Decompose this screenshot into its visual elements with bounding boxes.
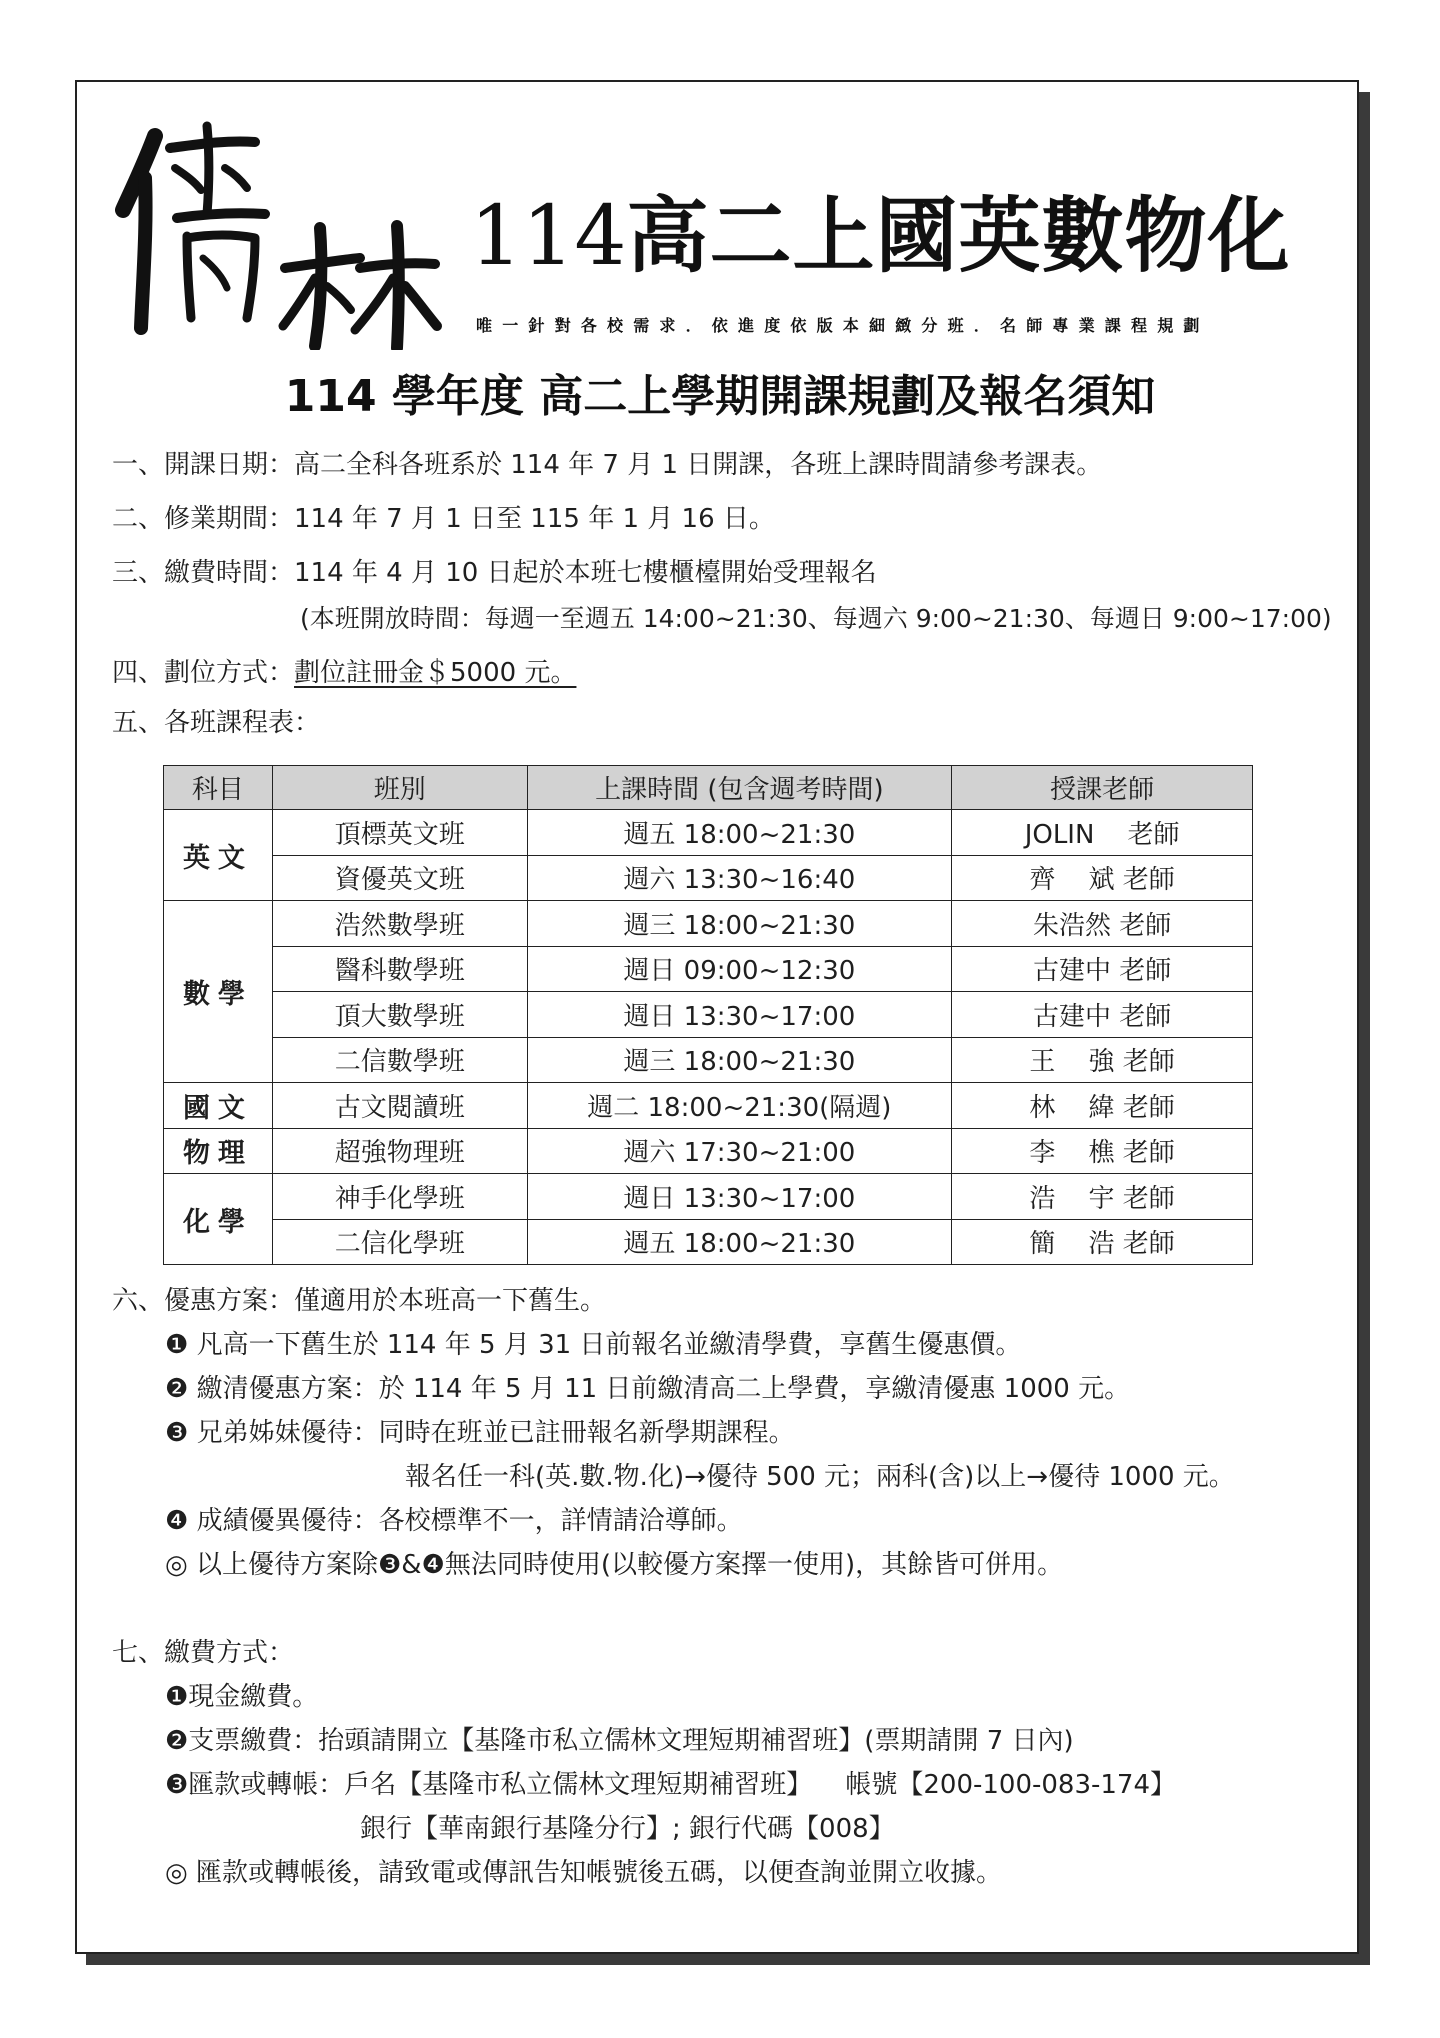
teacher-cell: JOLIN 老師 xyxy=(952,810,1253,856)
discount-note: ◎ 以上優待方案除❸&❹無法同時使用(以較優方案擇一使用)，其餘皆可併用。 xyxy=(165,1550,1064,1580)
tagline: 唯一針對各校需求．依進度依版本細緻分班．名師專業課程規劃 xyxy=(476,316,1210,335)
subject-cell: 物理 xyxy=(164,1128,273,1174)
subject-cell: 數學 xyxy=(164,901,273,1083)
section-4 xyxy=(112,656,576,690)
time-cell: 週二 18:00~21:30(隔週) xyxy=(527,1083,952,1129)
header-subject: 科目 xyxy=(164,766,273,810)
payment-item-1: ❶現金繳費。 xyxy=(165,1682,319,1712)
time-cell: 週六 13:30~16:40 xyxy=(527,855,952,901)
brand-calligraphy-logo xyxy=(115,118,445,350)
teacher-cell: 古建中 老師 xyxy=(952,992,1253,1038)
discount-item-4: ❹ 成績優異優待：各校標準不一，詳情請洽導師。 xyxy=(165,1506,743,1536)
time-cell: 週六 17:30~21:00 xyxy=(527,1128,952,1174)
time-cell: 週日 13:30~17:00 xyxy=(527,1174,952,1220)
class-cell: 浩然數學班 xyxy=(272,901,527,947)
discount-item-3-detail: 報名任一科(英.數.物.化)→優待 500 元；兩科(含)以上→優待 1000 元。 xyxy=(405,1462,1235,1492)
class-cell: 二信化學班 xyxy=(272,1219,527,1265)
time-cell: 週三 18:00~21:30 xyxy=(527,1037,952,1083)
class-cell: 頂標英文班 xyxy=(272,810,527,856)
teacher-cell: 簡 浩 老師 xyxy=(952,1219,1253,1265)
table-row xyxy=(164,992,1253,1038)
teacher-cell: 李 樵 老師 xyxy=(952,1128,1253,1174)
table-row xyxy=(164,946,1253,992)
section-4-label: 四、劃位方式： xyxy=(112,658,295,688)
discount-item-2: ❷ 繳清優惠方案：於 114 年 5 月 11 日前繳清高二上學費，享繳清優惠 1000 元。 xyxy=(165,1374,1131,1404)
class-cell: 超強物理班 xyxy=(272,1128,527,1174)
class-cell: 資優英文班 xyxy=(272,855,527,901)
section-5: 五、各班課程表： xyxy=(112,708,321,738)
section-2: 二、修業期間：114 年 7 月 1 日至 115 年 1 月 16 日。 xyxy=(112,504,775,534)
class-cell: 頂大數學班 xyxy=(272,992,527,1038)
headline-text: 高二上國英數物化 xyxy=(626,188,1291,284)
section-6-title: 六、優惠方案：僅適用於本班高一下舊生。 xyxy=(112,1286,607,1316)
header-teacher: 授課老師 xyxy=(952,766,1253,810)
teacher-cell: 浩 宇 老師 xyxy=(952,1174,1253,1220)
section-3-note: (本班開放時間：每週一至週五 14:00~21:30、每週六 9:00~21:30、每週日 9:00~17:00) xyxy=(300,604,1332,633)
schedule-table xyxy=(163,765,1253,1265)
time-cell: 週五 18:00~21:30 xyxy=(527,1219,952,1265)
payment-item-3-bank: 銀行【華南銀行基隆分行】; 銀行代碼【008】 xyxy=(360,1814,895,1844)
discount-item-1: ❶ 凡高一下舊生於 114 年 5 月 31 日前報名並繳清學費，享舊生優惠價。 xyxy=(165,1330,1022,1360)
section-3: 三、繳費時間：114 年 4 月 10 日起於本班七樓櫃檯開始受理報名 xyxy=(112,558,877,588)
section-1: 一、開課日期：高二全科各班系於 114 年 7 月 1 日開課，各班上課時間請參考課表。 xyxy=(112,450,1103,480)
subject-cell: 英文 xyxy=(164,810,273,901)
class-cell: 神手化學班 xyxy=(272,1174,527,1220)
discount-item-3: ❸ 兄弟姊妹優待：同時在班並已註冊報名新學期課程。 xyxy=(165,1418,795,1448)
section-4-value: 劃位註冊金＄5000 元。 xyxy=(294,658,577,688)
payment-note: ◎ 匯款或轉帳後，請致電或傳訊告知帳號後五碼，以便查詢並開立收據。 xyxy=(165,1858,1002,1888)
teacher-cell: 林 緯 老師 xyxy=(952,1083,1253,1129)
table-row xyxy=(164,1128,1253,1174)
time-cell: 週三 18:00~21:30 xyxy=(527,901,952,947)
headline xyxy=(470,190,1291,283)
section-7-title: 七、繳費方式： xyxy=(112,1638,295,1668)
teacher-cell: 王 強 老師 xyxy=(952,1037,1253,1083)
table-row xyxy=(164,901,1253,947)
subject-cell: 化學 xyxy=(164,1174,273,1265)
class-cell: 古文閱讀班 xyxy=(272,1083,527,1129)
teacher-cell: 古建中 老師 xyxy=(952,946,1253,992)
header-class: 班別 xyxy=(272,766,527,810)
time-cell: 週日 13:30~17:00 xyxy=(527,992,952,1038)
teacher-cell: 齊 斌 老師 xyxy=(952,855,1253,901)
table-row xyxy=(164,1083,1253,1129)
table-row xyxy=(164,1174,1253,1220)
time-cell: 週日 09:00~12:30 xyxy=(527,946,952,992)
class-cell: 醫科數學班 xyxy=(272,946,527,992)
table-row xyxy=(164,855,1253,901)
header-time: 上課時間 (包含週考時間) xyxy=(527,766,952,810)
class-cell: 二信數學班 xyxy=(272,1037,527,1083)
subject-cell: 國文 xyxy=(164,1083,273,1129)
headline-year: 114 xyxy=(470,189,627,284)
teacher-cell: 朱浩然 老師 xyxy=(952,901,1253,947)
document-title: 114 學年度 高二上學期開課規劃及報名須知 xyxy=(284,371,1156,422)
time-cell: 週五 18:00~21:30 xyxy=(527,810,952,856)
table-row xyxy=(164,810,1253,856)
table-header-row xyxy=(164,766,1253,810)
table-row xyxy=(164,1219,1253,1265)
payment-item-2: ❷支票繳費：抬頭請開立【基隆市私立儒林文理短期補習班】(票期請開 7 日內) xyxy=(165,1726,1074,1756)
payment-item-3: ❸匯款或轉帳：戶名【基隆市私立儒林文理短期補習班】 帳號【200-100-083-174】 xyxy=(165,1770,1177,1800)
table-row xyxy=(164,1037,1253,1083)
